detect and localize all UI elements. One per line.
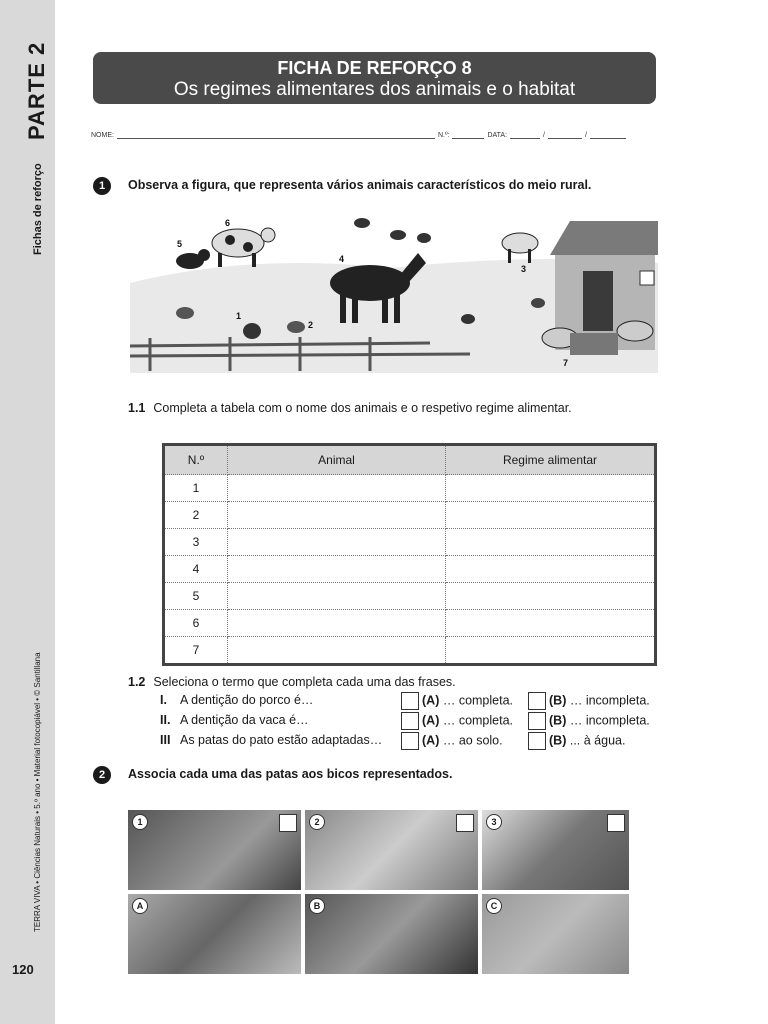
statement-i-checkbox-b[interactable] <box>528 692 546 710</box>
animal-cell[interactable] <box>228 556 446 583</box>
sidebar <box>0 0 55 1024</box>
statement-iii-option-a <box>401 732 503 750</box>
title-banner <box>93 52 656 104</box>
question-1-1 <box>128 401 572 415</box>
statement-iii-text: As patas do pato estão adaptadas… <box>180 733 383 747</box>
question-1-number: 1 <box>93 177 111 195</box>
question-1-1-number: 1.1 <box>128 401 146 415</box>
farm-scene-figure <box>130 213 658 373</box>
table-header-diet: Regime alimentar <box>446 445 656 475</box>
statement-ii-roman: II. <box>160 713 171 727</box>
figure-label-4: 4 <box>339 254 345 264</box>
worksheet-subtitle: Os regimes alimentares dos animais e o habitat <box>173 79 576 100</box>
animal-cell[interactable] <box>228 583 446 610</box>
row-number: 2 <box>164 502 228 529</box>
animal-cell[interactable] <box>228 529 446 556</box>
answer-box-1[interactable] <box>279 814 297 832</box>
option-label: (A) <box>422 713 440 728</box>
statement-iii-checkbox-b[interactable] <box>528 732 546 750</box>
photo-feet-a <box>128 894 301 974</box>
answer-box-2[interactable] <box>456 814 474 832</box>
statement-i-checkbox-a[interactable] <box>401 692 419 710</box>
statement-i-roman: I. <box>160 693 167 707</box>
statement-ii-checkbox-b[interactable] <box>528 712 546 730</box>
row-number: 7 <box>164 637 228 665</box>
diet-cell[interactable] <box>446 637 656 665</box>
name-label: NOME: <box>91 132 114 139</box>
statement-i <box>160 693 313 707</box>
table-header-number: N.º <box>164 445 228 475</box>
photo-badge-b: B <box>309 898 325 914</box>
name-field[interactable] <box>117 132 435 139</box>
diet-cell[interactable] <box>446 556 656 583</box>
photo-badge-a: A <box>132 898 148 914</box>
photo-badge-3: 3 <box>486 814 502 830</box>
diet-cell[interactable] <box>446 610 656 637</box>
statement-ii <box>160 713 309 727</box>
statement-iii-option-b <box>528 732 625 750</box>
student-info-line <box>91 132 658 139</box>
option-text: … incompleta. <box>569 713 650 728</box>
statement-ii-checkbox-a[interactable] <box>401 712 419 730</box>
photo-flamingo-beak <box>305 810 478 890</box>
statement-iii-roman: III <box>160 733 171 747</box>
question-1-2-text: Seleciona o termo que completa cada uma das frases. <box>153 675 456 689</box>
row-number: 3 <box>164 529 228 556</box>
question-1-1-text: Completa a tabela com o nome dos animais e o respetivo regime alimentar. <box>153 401 572 415</box>
question-1-2-number: 1.2 <box>128 675 146 689</box>
row-number: 6 <box>164 610 228 637</box>
table-row <box>164 502 656 529</box>
diet-cell[interactable] <box>446 502 656 529</box>
photo-badge-2: 2 <box>309 814 325 830</box>
table-row <box>164 583 656 610</box>
option-text: … completa. <box>442 693 514 708</box>
option-text: … ao solo. <box>442 733 503 748</box>
question-1-text: Observa a figura, que representa vários animais característicos do meio rural. <box>128 178 592 192</box>
answer-box-3[interactable] <box>607 814 625 832</box>
question-2-text: Associa cada uma das patas aos bicos representados. <box>128 767 453 781</box>
option-text: ... à água. <box>569 733 626 748</box>
part-label: PARTE 2 <box>24 41 49 140</box>
table-row <box>164 610 656 637</box>
date-year-field[interactable] <box>590 132 626 139</box>
photo-feet-b <box>305 894 478 974</box>
statement-iii-checkbox-a[interactable] <box>401 732 419 750</box>
row-number: 1 <box>164 475 228 502</box>
worksheet-title: FICHA DE REFORÇO 8 <box>277 58 472 78</box>
table-header-animal: Animal <box>228 445 446 475</box>
figure-label-5: 5 <box>177 239 183 249</box>
question-2-number: 2 <box>93 766 111 784</box>
credits-label: TERRA VIVA • Ciências Naturais • 5.º ano • Material fotocopiável • © Santillana <box>33 652 42 932</box>
statement-i-text: A dentição do porco é… <box>180 693 314 707</box>
statement-i-option-b <box>528 692 650 710</box>
animal-cell[interactable] <box>228 637 446 665</box>
photo-badge-1: 1 <box>132 814 148 830</box>
figure-label-1: 1 <box>236 311 242 321</box>
date-month-field[interactable] <box>548 132 582 139</box>
option-label: (B) <box>549 733 567 748</box>
figure-label-3: 3 <box>521 264 527 274</box>
statement-iii <box>160 733 382 747</box>
photo-feet-c <box>482 894 629 974</box>
date-day-field[interactable] <box>510 132 540 139</box>
table-row <box>164 475 656 502</box>
animal-cell[interactable] <box>228 610 446 637</box>
option-label: (B) <box>549 693 567 708</box>
statement-i-option-a <box>401 692 513 710</box>
figure-label-2: 2 <box>308 320 314 330</box>
row-number: 4 <box>164 556 228 583</box>
date-label: DATA: <box>487 132 508 139</box>
question-1-2 <box>128 675 456 689</box>
row-number: 5 <box>164 583 228 610</box>
photo-eagle-beak <box>128 810 301 890</box>
statement-ii-option-a <box>401 712 513 730</box>
table-row <box>164 637 656 665</box>
section-label: Fichas de reforço <box>32 163 44 255</box>
diet-cell[interactable] <box>446 529 656 556</box>
statement-ii-option-b <box>528 712 650 730</box>
diet-cell[interactable] <box>446 475 656 502</box>
number-label: N.º: <box>437 132 450 139</box>
option-text: … incompleta. <box>569 693 650 708</box>
option-label: (A) <box>422 693 440 708</box>
statement-ii-text: A dentição da vaca é… <box>180 713 309 727</box>
option-label: (B) <box>549 713 567 728</box>
photo-badge-c: C <box>486 898 502 914</box>
animals-table <box>162 443 657 666</box>
diet-cell[interactable] <box>446 583 656 610</box>
number-field[interactable] <box>452 132 484 139</box>
date-sep-2: / <box>585 132 587 139</box>
table-header-row <box>164 445 656 475</box>
photo-pigeon-beak <box>482 810 629 890</box>
option-text: … completa. <box>442 713 514 728</box>
animal-cell[interactable] <box>228 475 446 502</box>
table-row <box>164 529 656 556</box>
figure-label-7: 7 <box>563 358 569 368</box>
table-row <box>164 556 656 583</box>
page-number: 120 <box>12 962 34 977</box>
date-sep-1: / <box>543 132 545 139</box>
figure-label-6: 6 <box>225 218 231 228</box>
animal-cell[interactable] <box>228 502 446 529</box>
option-label: (A) <box>422 733 440 748</box>
